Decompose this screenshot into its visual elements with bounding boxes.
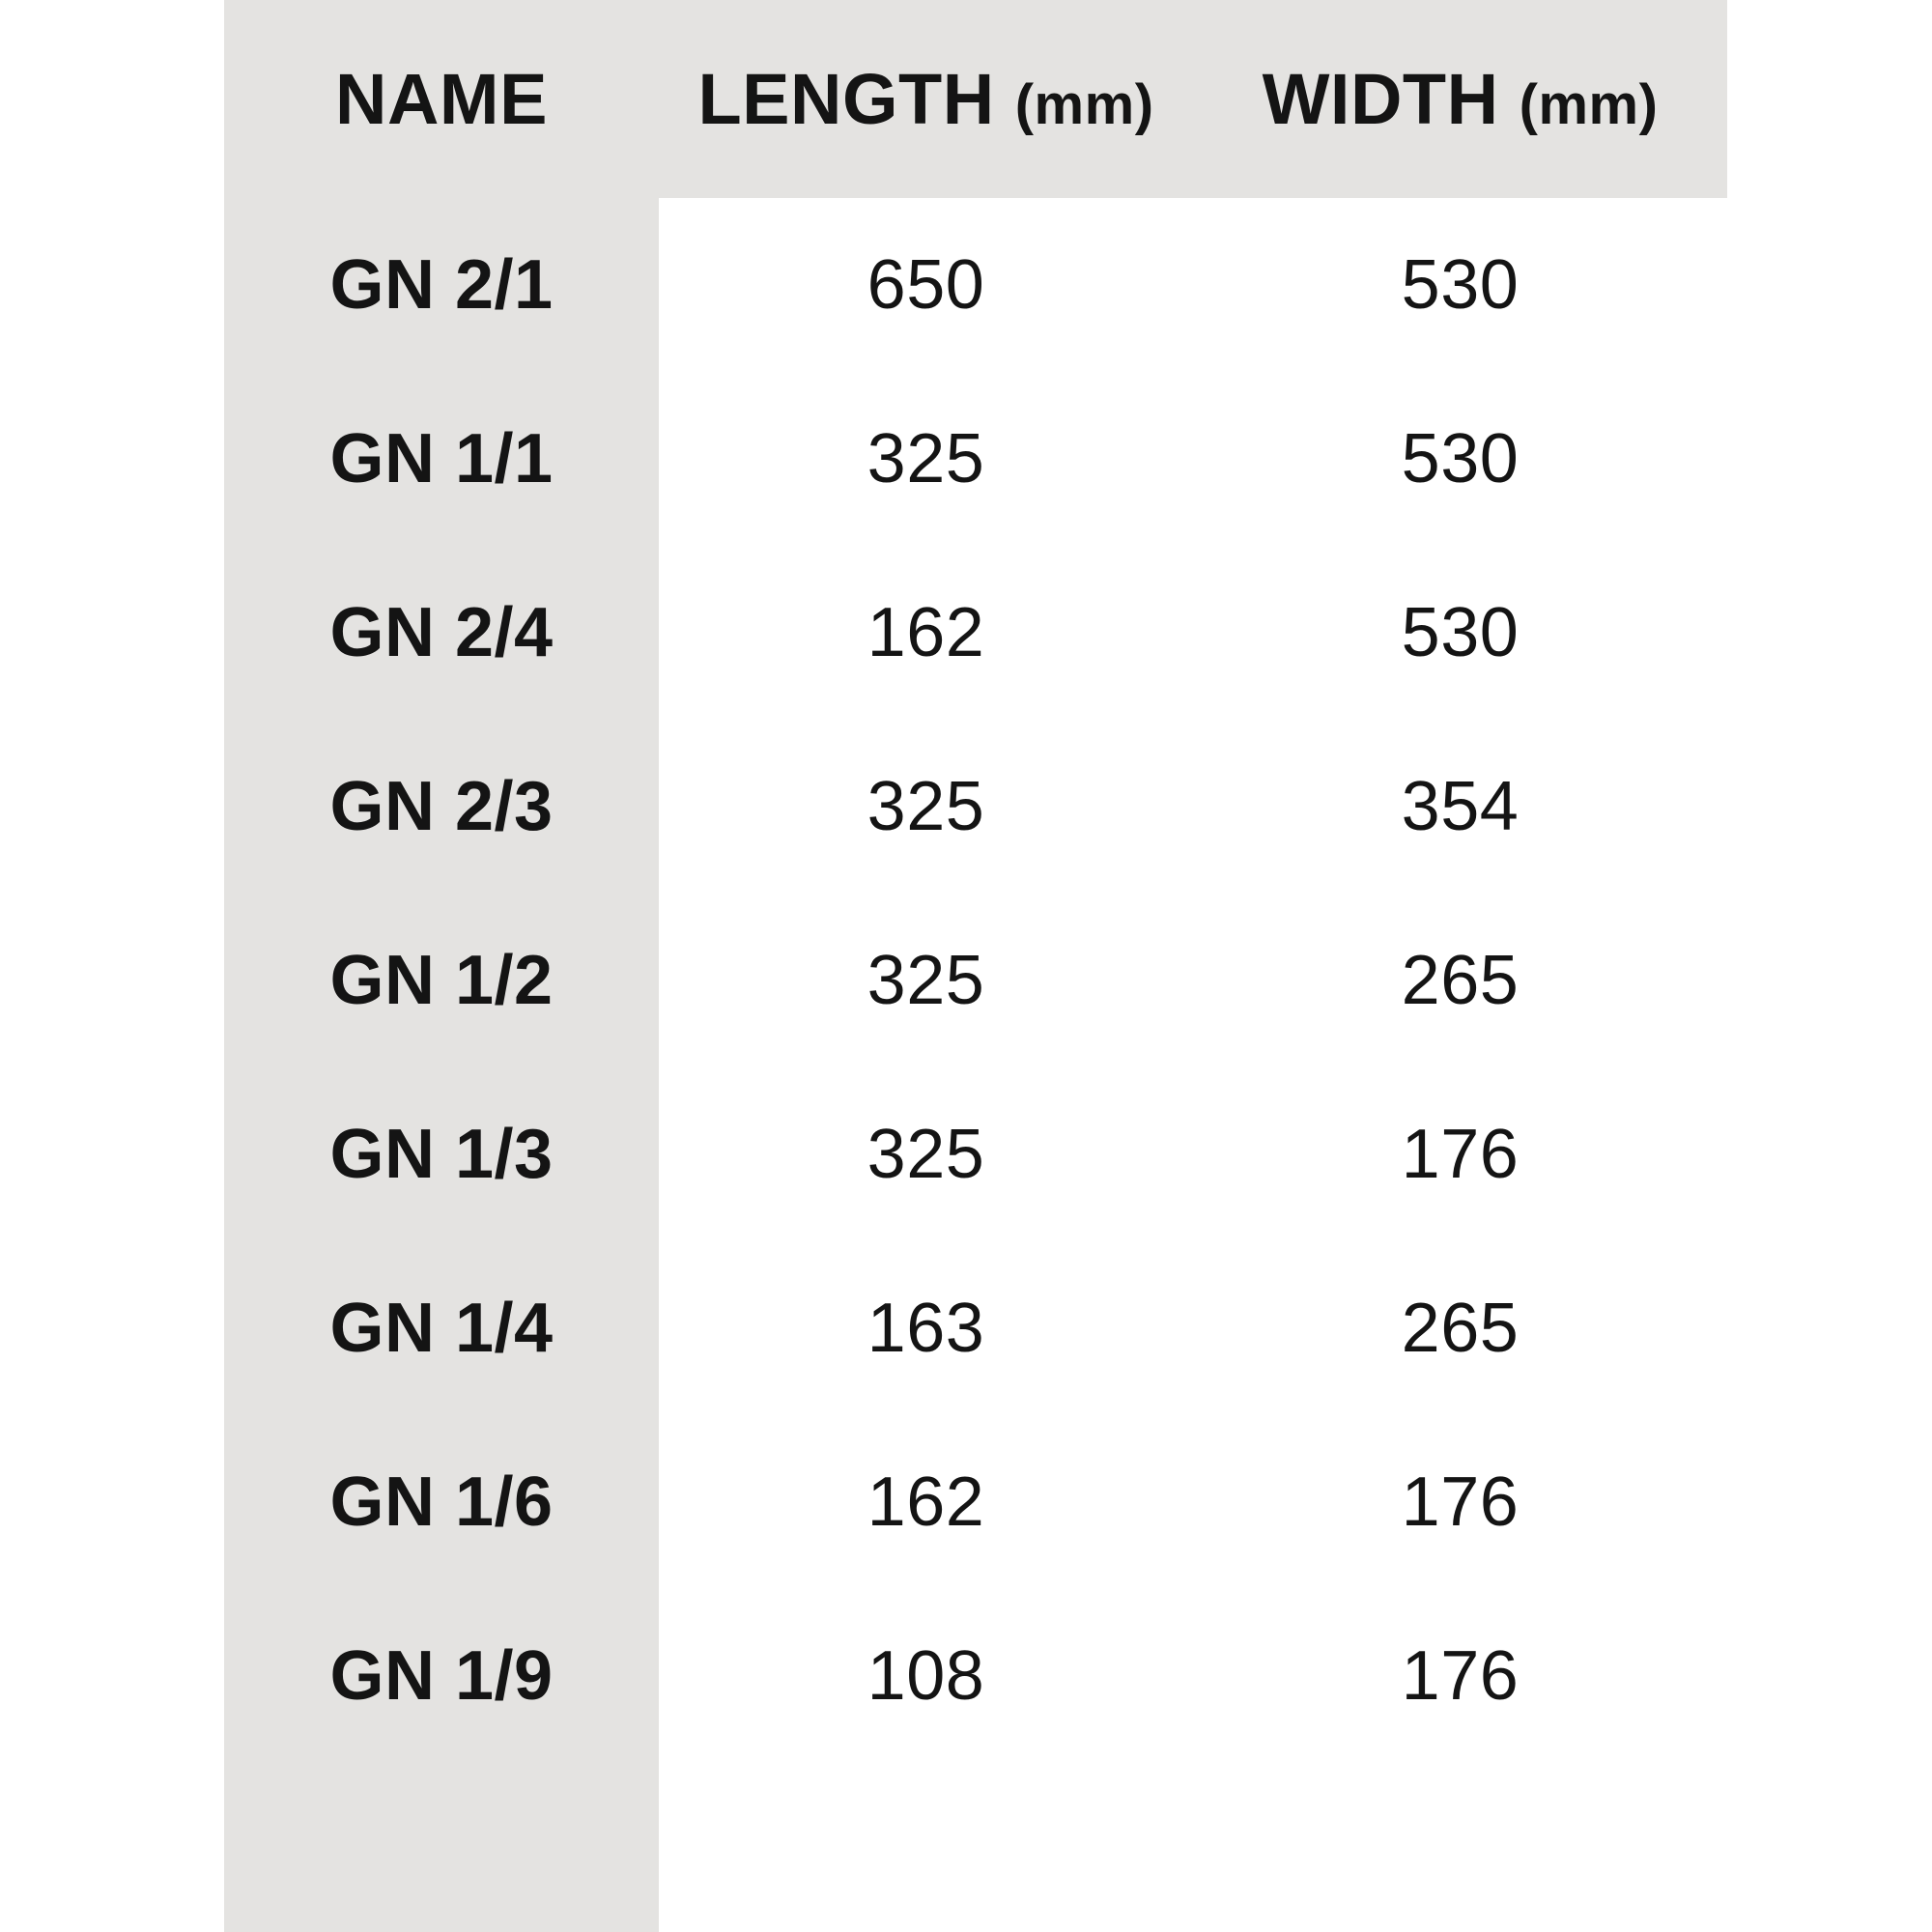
- cell-name: GN 1/3: [329, 1116, 554, 1193]
- cell-width: 176: [1401, 1463, 1520, 1541]
- cell-width: 354: [1401, 768, 1520, 845]
- cell-length: 650: [867, 246, 985, 324]
- cell-length: 162: [867, 594, 985, 671]
- cell-length: 108: [867, 1637, 985, 1715]
- cell-name: GN 1/9: [329, 1637, 554, 1715]
- column-header-width: [1193, 0, 1727, 198]
- table-header-row: [224, 0, 1727, 198]
- cell-length: 325: [867, 1116, 985, 1193]
- cell-width: 265: [1401, 942, 1520, 1019]
- column-header-length-unit: (mm): [1014, 73, 1154, 136]
- cell-name: GN 1/2: [329, 942, 554, 1019]
- table-row: [224, 198, 1727, 372]
- table-row: [224, 894, 1727, 1067]
- table-row: [224, 546, 1727, 720]
- cell-name: GN 1/6: [329, 1463, 554, 1541]
- cell-length: 325: [867, 942, 985, 1019]
- column-header-width-label: WIDTH: [1262, 59, 1499, 139]
- cell-name: GN 2/4: [329, 594, 554, 671]
- table-row: [224, 372, 1727, 546]
- cell-length: 325: [867, 768, 985, 845]
- cell-name: GN 2/3: [329, 768, 554, 845]
- table-row: [224, 1415, 1727, 1589]
- table-row: [224, 720, 1727, 894]
- cell-name: GN 2/1: [329, 246, 554, 324]
- cell-length: 162: [867, 1463, 985, 1541]
- table-header: [224, 0, 1727, 198]
- table-row: [224, 1067, 1727, 1241]
- column-header-width-unit: (mm): [1519, 73, 1659, 136]
- cell-length: 325: [867, 420, 985, 497]
- cell-width: 530: [1401, 246, 1520, 324]
- cell-width: 176: [1401, 1116, 1520, 1193]
- cell-name: GN 1/1: [329, 420, 554, 497]
- cell-width: 530: [1401, 594, 1520, 671]
- table-row: [224, 1589, 1727, 1763]
- table-row: [224, 1241, 1727, 1415]
- cell-width: 176: [1401, 1637, 1520, 1715]
- cell-width: 530: [1401, 420, 1520, 497]
- column-header-name-label: NAME: [335, 59, 548, 139]
- column-header-length: [659, 0, 1193, 198]
- column-header-length-label: LENGTH: [697, 59, 995, 139]
- table-body: [224, 198, 1727, 1763]
- column-header-name: [224, 0, 659, 198]
- cell-width: 265: [1401, 1290, 1520, 1367]
- cell-name: GN 1/4: [329, 1290, 554, 1367]
- gn-sizes-table: [224, 0, 1727, 1763]
- cell-length: 163: [867, 1290, 985, 1367]
